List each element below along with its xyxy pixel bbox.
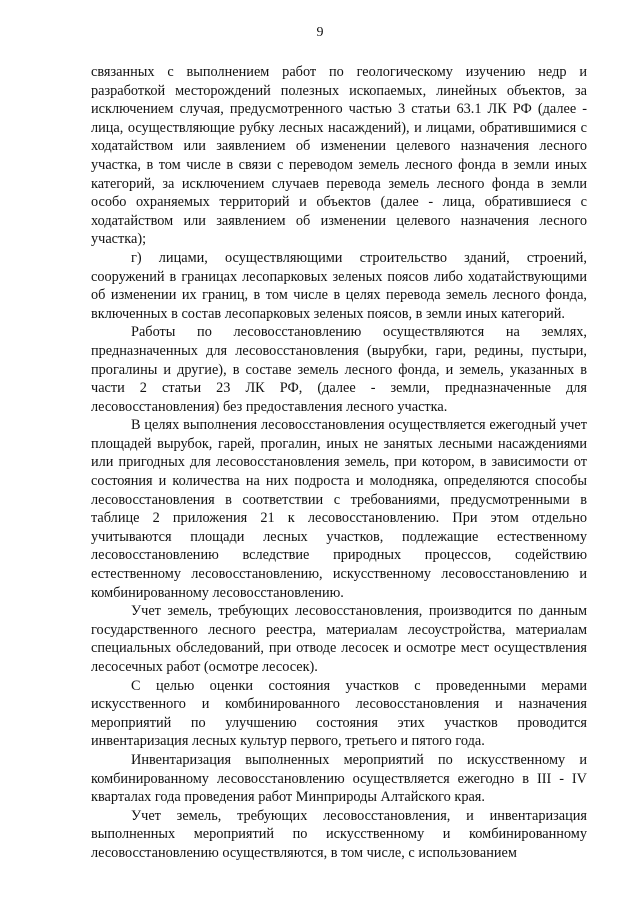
paragraph-continuation: связанных с выполнением работ по геологическому изучению недр и разработкой месторождений полезных ископаемых, линейных объектов, за исключением случая, предусмотренного частью 3 статьи 63.1 ЛК РФ (далее - лица, осуществляющие рубку лесных насаждений), и лицами, обратившимися с ходатайством или заявлением об изменении целевого назначения лесного участка, в том числе в связи с переводом земель лесного фонда в земли иных категорий, за исключением случаев перевода земель лесного фонда в земли особо охраняемых территорий и объектов (далее - лица, обратившиеся с ходатайством или заявлением об изменении целевого назначения лесного участка); (91, 64, 587, 248)
document-body (91, 63, 587, 863)
paragraph-condition-assessment: С целью оценки состояния участков с проведенными мерами искусственного и комбинированного лесовосстановления и назначения мероприятий по улучшению состояния этих участков проводится инвентаризация лесных культур первого, третьего и пятого года. (91, 677, 587, 750)
paragraph-annual-accounting: В целях выполнения лесовосстановления осуществляется ежегодный учет площадей вырубок, гарей, прогалин, иных не занятых лесными насаждениями или пригодных для лесовосстановления земель, при котором, в зависимости от состояния и количества на них подроста и молодняка, определяются способы лесовосстановления в соответствии с требованиями, предусмотренными в таблице 2 приложения 21 к лесовосстановлению. При этом отдельно учитываются площади лесных участков, подлежащие естественному лесовосстановлению вследствие природных процессов, содействию естественному лесовосстановлению, искусственному лесовосстановлению и комбинированному лесовосстановлению. (91, 417, 587, 601)
paragraph-reforestation-works: Работы по лесовосстановлению осуществляются на землях, предназначенных для лесовосстановления (вырубки, гари, редины, пустыри, прогалины и другие), в составе земель лесного фонда, и земель, указанных в части 2 статьи 23 ЛК РФ, (далее - земли, предназначенные для лесовосстановления) без предоставления лесного участка. (91, 324, 587, 415)
paragraph-inventory-methods: Учет земель, требующих лесовосстановления, и инвентаризация выполненных мероприятий по искусственному и комбинированному лесовосстановлению осуществляются, в том числе, с использованием (91, 807, 587, 861)
page-number: 9 (316, 25, 324, 40)
paragraph-item-g: г) лицами, осуществляющими строительство зданий, строений, сооружений в границах лесопарковых зеленых поясов либо ходатайствующими об изменении их границ, в том числе в целях перевода земель лесного фонда, включенных в состав лесопарковых зеленых поясов, в земли иных категорий. (91, 249, 587, 322)
paragraph-inventory-schedule: Инвентаризация выполненных мероприятий по искусственному и комбинированному лесовосстановлению осуществляется ежегодно в III - IV кварталах года проведения работ Минприроды Алтайского края. (91, 751, 587, 806)
paragraph-land-accounting-sources: Учет земель, требующих лесовосстановления, производится по данным государственного лесного реестра, материалам лесоустройства, материалам специальных обследований, при отводе лесосек и осмотре мест осуществления лесосечных работ (осмотре лесосек). (91, 603, 587, 675)
